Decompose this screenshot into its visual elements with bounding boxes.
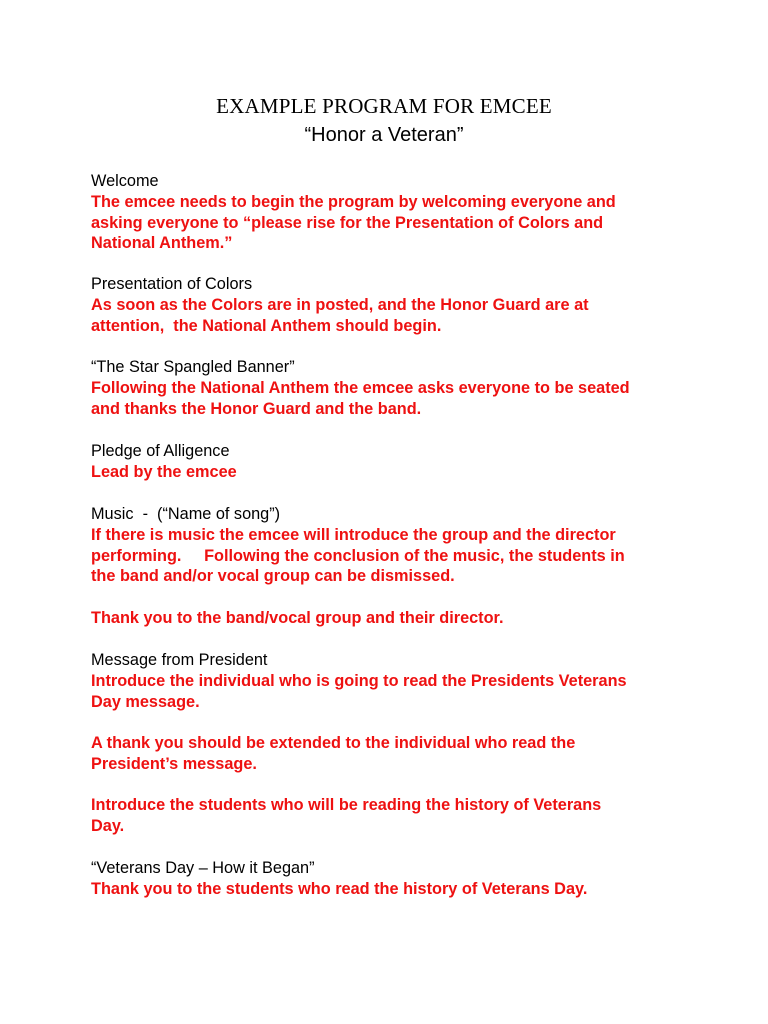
section-heading-music: Music - (“Name of song”) bbox=[91, 505, 281, 523]
section-instructions-welcome bbox=[91, 192, 691, 254]
instruction-line: asking everyone to “please rise for the Presentation of Colors and bbox=[91, 213, 604, 232]
section-pledge bbox=[91, 441, 691, 483]
section-heading-anthem: “The Star Spangled Banner” bbox=[91, 358, 295, 376]
section-thank-reader bbox=[91, 733, 691, 775]
instruction-line: Introduce the individual who is going to read the Presidents Veterans bbox=[91, 671, 627, 690]
section-veterans-day-history bbox=[91, 858, 691, 900]
section-star-spangled-banner bbox=[91, 357, 691, 419]
instruction-line: A thank you should be extended to the individual who read the bbox=[91, 734, 576, 752]
section-instructions-thank-band bbox=[91, 608, 691, 629]
instruction-line: Introduce the students who will be reading the history of Veterans bbox=[91, 796, 602, 814]
section-heading-president: Message from President bbox=[91, 651, 268, 669]
section-presentation-of-colors bbox=[91, 274, 691, 336]
instruction-line: President’s message. bbox=[91, 754, 257, 773]
section-heading-pledge: Pledge of Alligence bbox=[91, 442, 230, 460]
instruction-line: National Anthem.” bbox=[91, 234, 233, 253]
instruction-line: Day. bbox=[91, 816, 125, 835]
section-instructions-history bbox=[91, 879, 691, 900]
instruction-line: The emcee needs to begin the program by welcoming everyone and bbox=[91, 192, 616, 211]
instruction-line: Thank you to the students who read the history of Veterans Day. bbox=[91, 879, 588, 898]
section-message-from-president bbox=[91, 650, 691, 712]
instruction-line: Lead by the emcee bbox=[91, 462, 237, 481]
section-instructions-introduce-students bbox=[91, 795, 691, 837]
section-instructions-colors bbox=[91, 295, 691, 337]
section-music bbox=[91, 504, 691, 587]
instruction-line: and thanks the Honor Guard and the band. bbox=[91, 399, 422, 418]
section-introduce-students bbox=[91, 795, 691, 837]
instruction-line: performing. Following the conclusion of the music, the students in bbox=[91, 546, 625, 565]
section-thank-band bbox=[91, 608, 691, 629]
instruction-line: the band and/or vocal group can be dismissed. bbox=[91, 567, 455, 586]
section-instructions-thank-reader bbox=[91, 733, 691, 775]
section-instructions-anthem bbox=[91, 378, 691, 420]
section-instructions-pledge bbox=[91, 462, 691, 483]
document-title: EXAMPLE PROGRAM FOR EMCEE bbox=[216, 94, 552, 118]
document-subtitle: “Honor a Veteran” bbox=[304, 124, 464, 146]
section-heading-welcome: Welcome bbox=[91, 172, 159, 190]
section-instructions-music bbox=[91, 525, 691, 587]
section-heading-history: “Veterans Day – How it Began” bbox=[91, 859, 315, 877]
instruction-line: Day message. bbox=[91, 692, 200, 711]
section-heading-colors: Presentation of Colors bbox=[91, 275, 253, 293]
instruction-line: If there is music the emcee will introduce the group and the director bbox=[91, 525, 616, 544]
section-welcome bbox=[91, 171, 691, 254]
section-instructions-president bbox=[91, 671, 691, 713]
instruction-line: As soon as the Colors are in posted, and the Honor Guard are at bbox=[91, 295, 589, 314]
instruction-line: attention, the National Anthem should begin. bbox=[91, 316, 442, 335]
instruction-line: Thank you to the band/vocal group and their director. bbox=[91, 609, 504, 627]
instruction-line: Following the National Anthem the emcee asks everyone to be seated bbox=[91, 378, 630, 397]
